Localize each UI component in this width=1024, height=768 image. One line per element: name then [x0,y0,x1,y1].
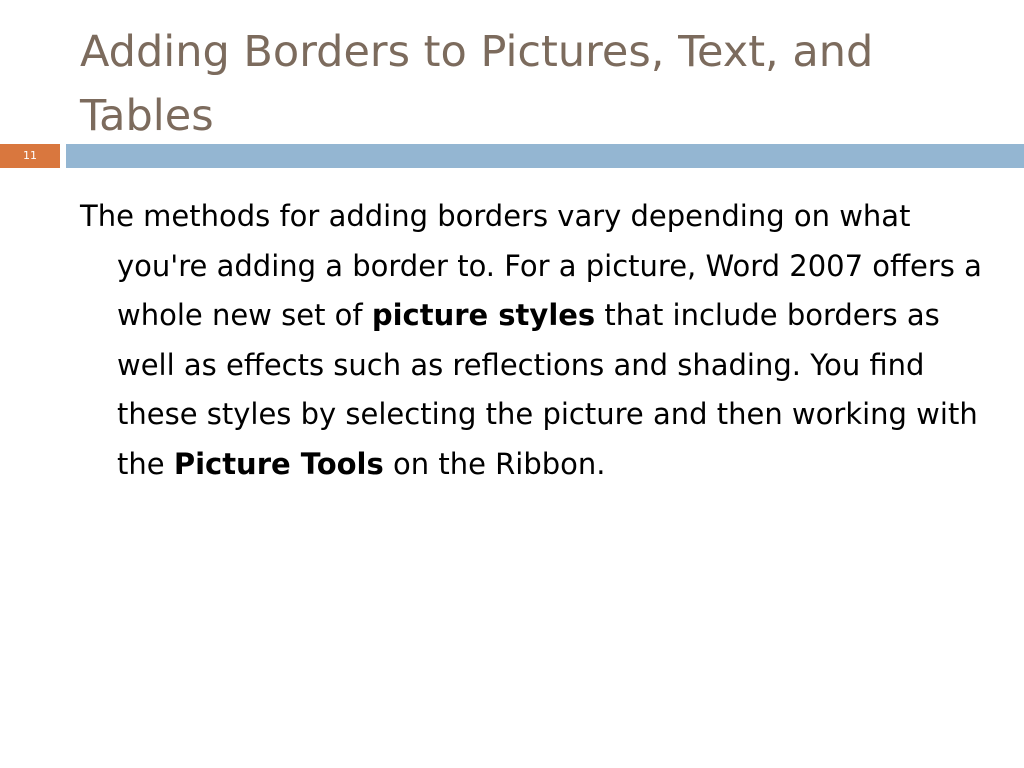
bold-term-picture-styles: picture styles [371,298,596,332]
bold-term-picture-tools: Picture Tools [173,446,384,481]
body-text-part-3: on the Ribbon. [383,446,606,481]
title-divider-bar [66,144,1024,168]
slide-number: 11 [23,149,37,162]
body-text-part-1: The methods for adding borders vary depending on what you're adding a border to. For a picture, Word 2007 offers a whole new set of [80,199,982,332]
body-text-part-2: that include borders as well as effects such as reflections and shading. You find these styles by selecting the picture and then working with the [117,298,978,481]
body-paragraph [80,192,997,489]
slide-title: Adding Borders to Pictures, Text, and Tables [80,27,874,141]
slide-number-badge [0,144,60,168]
